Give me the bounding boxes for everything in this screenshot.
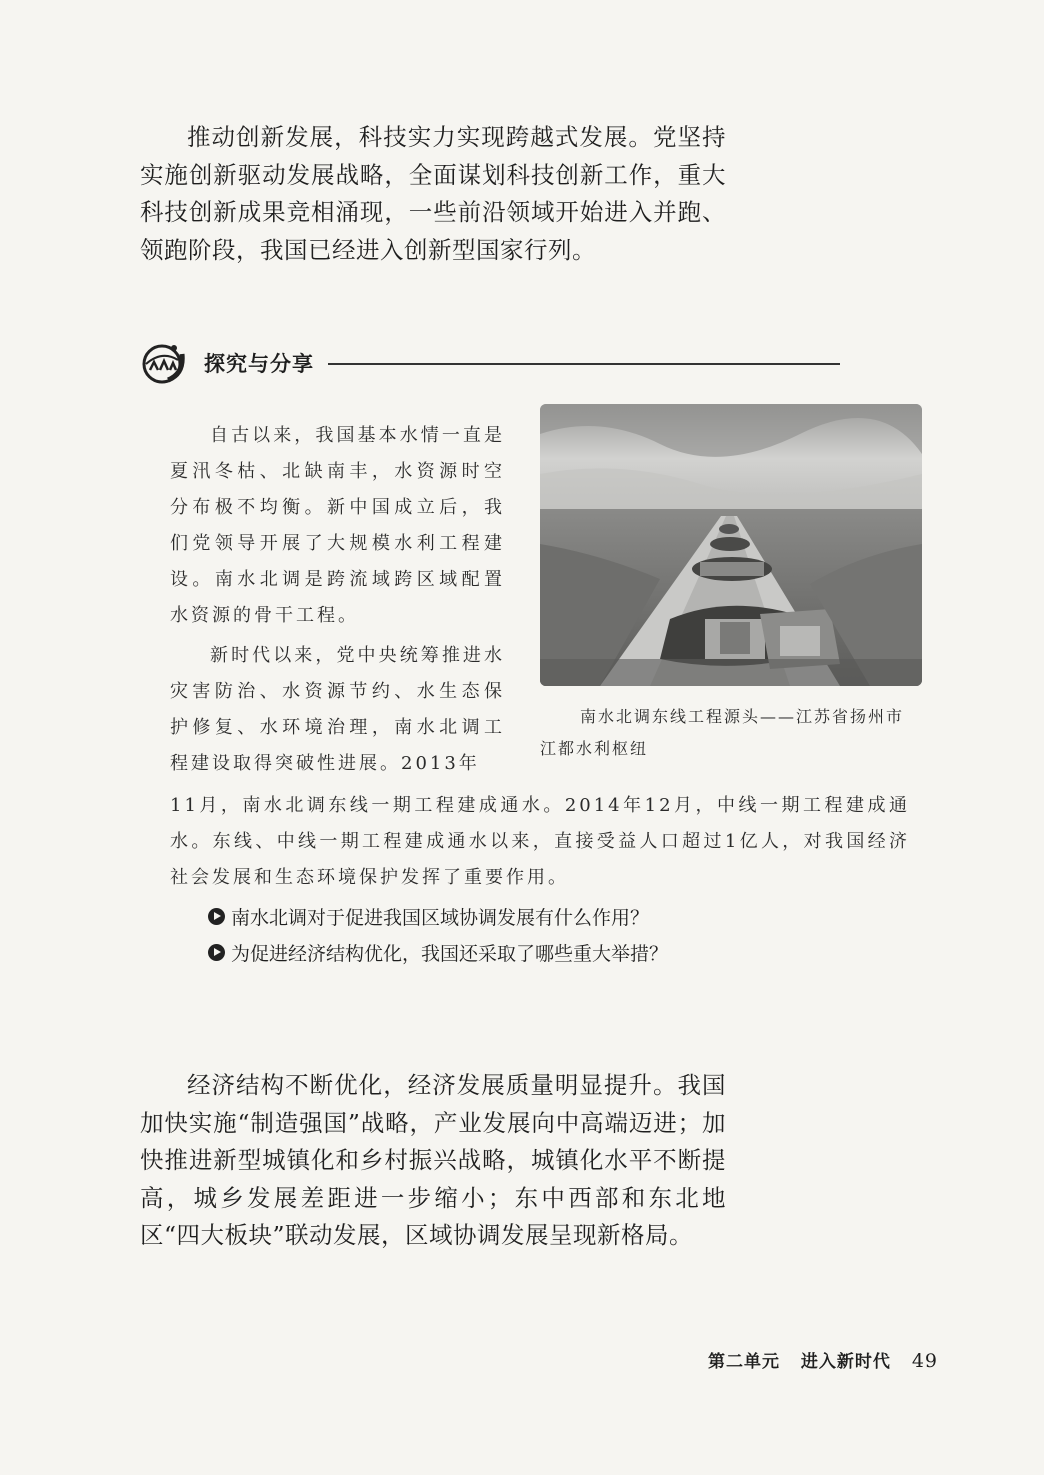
question-text: 南水北调对于促进我国区域协调发展有什么作用？ xyxy=(231,907,650,929)
footer-title: 进入新时代 xyxy=(800,1352,891,1372)
photo-caption-line-1: 南水北调东线工程源头——江苏省扬州市 xyxy=(580,707,905,726)
photo-caption-line-2: 江都水利枢纽 xyxy=(540,739,649,758)
globe-people-icon xyxy=(140,340,188,384)
explore-share-header xyxy=(140,338,840,388)
water-project-photo xyxy=(540,404,922,686)
explore-text-1: 自古以来，我国基本水情一直是夏汛冬枯、北缺南丰，水资源时空分布极不均衡。新中国成立后，我们党领导开展了大规模水利工程建设。南水北调是跨流域跨区域配置水资源的骨干工程。 xyxy=(170,425,505,626)
play-bullet-icon xyxy=(208,908,225,925)
question-item xyxy=(208,939,668,966)
explore-text-2: 新时代以来，党中央统筹推进水灾害防治、水资源节约、水生态保护修复、水环境治理，南水北调工程建设取得突破性进展。2013年 xyxy=(170,645,505,774)
section-divider xyxy=(328,363,840,365)
footer-unit: 第二单元 xyxy=(708,1352,780,1372)
paragraph-innovation: 推动创新发展，科技实力实现跨越式发展。党坚持实施创新驱动发展战略，全面谋划科技创新工作，重大科技创新成果竞相涌现，一些前沿领域开始进入并跑、领跑阶段，我国已经进入创新型国家行列。 xyxy=(140,123,726,264)
explore-share-title: 探究与分享 xyxy=(204,352,314,376)
page-footer xyxy=(708,1347,938,1372)
paragraph-economy: 经济结构不断优化，经济发展质量明显提升。我国加快实施“制造强国”战略，产业发展向中高端迈进；加快推进新型城镇化和乡村振兴战略，城镇化水平不断提高，城乡发展差距进一步缩小；东中西部和东北地区“四大板块”联动发展，区域协调发展呈现新格局。 xyxy=(140,1071,726,1249)
question-item xyxy=(208,903,649,930)
question-text: 为促进经济结构优化，我国还采取了哪些重大举措？ xyxy=(231,943,669,965)
explore-text-3: 11月，南水北调东线一期工程建成通水。2014年12月，中线一期工程建成通水。东线、中线一期工程建成通水以来，直接受益人口超过1亿人，对我国经济社会发展和生态环境保护发挥了重要作用。 xyxy=(170,795,910,888)
photo-caption xyxy=(540,701,940,765)
page-number: 49 xyxy=(911,1350,939,1372)
play-bullet-icon xyxy=(208,944,225,961)
